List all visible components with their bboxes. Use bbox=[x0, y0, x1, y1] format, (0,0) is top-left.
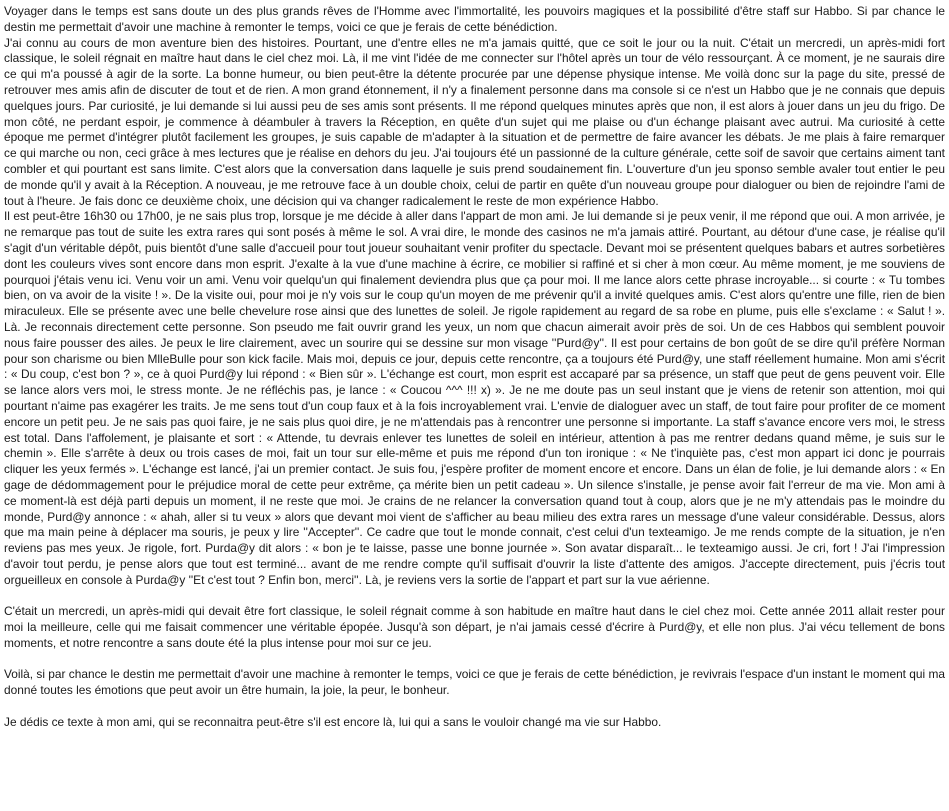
paragraph-intro: Voyager dans le temps est sans doute un des plus grands rêves de l'Homme avec l'immortalité, les pouvoirs magiques et la possibilité d'être staff sur Habbo. Si par chance le destin me permettait d'avoir une machine à remonter le temps, voici ce que je ferais de cette bénédiction. bbox=[4, 4, 945, 34]
paragraph-conclusion: Voilà, si par chance le destin me permettait d'avoir une machine à remonter le temps, voici ce que je ferais de cette bénédiction, je revivrais l'espace d'un instant le moment qui ma donné toutes les émotions que peut avoir un être humain, la joie, la peur, le bonheur. bbox=[4, 667, 945, 698]
paragraph-gap bbox=[4, 588, 945, 604]
paragraph-reflection: C'était un mercredi, un après-midi qui devait être fort classique, le soleil régnait comme à son habitude en maître haut dans le ciel chez moi. Cette année 2011 allait rester pour moi la meilleure, celle qui me faisait commencer une véritable épopée. Jusqu'à son départ, je n'ai jamais cessé d'écrire à Purd@y, et elle non plus. J'ai vécu tellement de bons moments, et notre rencontre a sans doute été la plus intense pour moi sur ce jeu. bbox=[4, 604, 945, 650]
paragraph-dedication: Je dédis ce texte à mon ami, qui se reconnaitra peut-être s'il est encore là, lui qui a sans le vouloir changé ma vie sur Habbo. bbox=[4, 714, 662, 729]
paragraph-gap bbox=[4, 699, 945, 715]
paragraph-story-meeting: Il est peut-être 16h30 ou 17h00, je ne sais plus trop, lorsque je me décide à aller dans l'appart de mon ami. Je lui demande si je peux venir, il me répond que oui. A mon arrivée, je ne remarque pas tout de suite les extra rares qui sont posés à même le sol. A vrai dire, le monde des casinos ne m'a jamais attiré. Pourtant, au détour d'une case, je réalise qu'il s'agit d'un véritable dépôt, puis bientôt d'une salle d'accueil pour tout joueur souhaitant venir profiter du spectacle. Devant moi se présentent quelques babars et autres sorbetières dont les couleurs vives sont encore dans mon esprit. J'exalte à la vue d'une machine à écrire, ce mobilier si raffiné et si cher à mon cœur. Au même moment, je me souviens de pourquoi j'étais venu ici. Venu voir un ami. Venu voir quelqu'un qui finalement deviendra plus que ça pour moi. Il me lance alors cette phrase incroyable... si courte : « Tu tombes bien, on va avoir de la visite ! ». De la visite oui, pour moi je n'y vois sur le coup qu'un moyen de me prévenir qu'il a invité quelques amis. C'est alors qu'entre une fille, rien de bien miraculeux. Elle se présente avec une belle chevelure rose ainsi que des lunettes de soleil. Je rigole rapidement au regard de sa robe en plume, puis elle s'exclame : « Salut ! ». Là. Je reconnais directement cette personne. Son pseudo me fait ouvrir grand les yeux, un nom que chacun aimerait avoir près de soi. Un de ces Habbos qui semblent pouvoir nous faire pousser des ailes. Je peux le lire clairement, avec un sourire qui se dessine sur mon visage ''Purd@y''. Il est pour certains de bon goût de se dire qu'il préfère Norman pour son charisme ou bien MlleBulle pour son kick facile. Mais moi, depuis ce jour, depuis cette rencontre, ça a toujours été Purd@y, une staff réellement humaine. Mon ami s'écrit : « Du coup, c'est bon ? », ce à quoi Purd@y lui répond : « Bien sûr ». L'échange est court, mon esprit est accaparé par sa présence, un staff que peut de gens peuvent voir. Elle se lance alors vers moi, le stress monte. Je ne réfléchis pas, je lance : « Coucou ^^^ !!! x) ». Je ne me doute pas un seul instant que je viens de retenir son attention, moi qui pourtant n'aime pas exagérer les traits. Je me sens tout d'un coup faux et à la fois incroyablement vrai. L'envie de dialoguer avec un staff, de tout faire pour profiter de ce moment encore un petit peu. Je ne sais pas quoi faire, je ne sais plus quoi dire, je ne m'attendais pas à rencontrer une personne si importante. La staff s'avance encore vers moi, le stress est total. Dans l'affolement, je plaisante et sort : « Attende, tu devrais enlever tes lunettes de soleil en intérieur, attention à pas me rentrer dedans quand même, je suis sur le chemin ». Elle s'arrête à deux ou trois cases de moi, fait un tour sur elle-même et puis me répond d'un ton ironique : « Ne t'inquiète pas, c'est mon appart ici donc je pourrais cliquer les yeux fermés ». L'échange est lancé, j'ai un premier contact. Je suis fou, j'espère profiter de moment encore et encore. Dans un élan de folie, je lui demande alors : « En gage de dédommagement pour le préjudice moral de cette peur extrême, ça mérite bien un petit cadeau ». Un silence s'installe, je pense avoir fait l'erreur de ma vie. Mon ami à ce moment-là est déjà parti depuis un moment, il ne reste que moi. Je crains de ne relancer la conversation quand tout à coup, alors que je ne m'y attendais pas le moindre du monde, Purd@y annonce : « ahah, aller si tu veux » alors que devant moi vient de s'afficher au beau milieu des extra rares un message d'une valeur considérable. Dessus, alors que ma main peine à déplacer ma souris, je peux y lire ''Accepter''. Ce cadre que tout le monde connait, c'est celui d'un texteamigo. Je me rends compte de la situation, je n'en reviens pas mes yeux. Je rigole, fort. Purda@y dit alors : « bon je te laisse, passe une bonne journée ». Son avatar disparaît... le texteamigo aussi. Je cri, fort ! J'ai l'impression d'avoir tout perdu, je pense alors que tout est terminé... avant de me rendre compte qu'il suffisait d'ouvrir la liste d'attente des amigos. J'accepte directement, puis j'écris tout orgueilleux en console à Purda@y ''Et c'est tout ? Enfin bon, merci''. Là, je reviens vers la sortie de l'appart et part sur la vue aérienne. bbox=[4, 209, 945, 587]
paragraph-story-beginning: J'ai connu au cours de mon aventure bien des histoires. Pourtant, une d'entre elles ne m'a jamais quitté, que ce soit le jour ou la nuit. C'était un mercredi, un après-midi fort classique, le soleil régnait en maître haut dans le ciel chez moi. Là, il me vint l'idée de me connecter sur l'hôtel après un tour de vélo ressourçant. À ce moment, je ne saurais dire ce qui m'a poussé à agir de la sorte. La bonne humeur, ou bien peut-être la détente procurée par une dépense physique intense. Me voilà donc sur la page du site, pressé de retrouver mes amis afin de discuter de tout et de rien. A mon grand étonnement, il n'y a finalement personne dans ma console si ce n'est un Habbo que je ne connais que depuis quelques jours. Par curiosité, je lui demande si lui aussi peu de ses amis sont présents. Il me répond quelques minutes après que non, il est alors à jouer dans un jeu du frigo. De mon côté, ne perdant espoir, je commence à déambuler à travers la Réception, en quête d'un sujet qui me plaise ou d'un échange plaisant avec autrui. Ma curiosité à cette époque me permet d'intégrer plutôt facilement les groupes, je suis capable de m'adapter à la situation et de permettre de faire avancer les débats. Je me plais à faire remarquer ce qui marche ou non, ceci grâce à mes lectures que je réalise en dehors du jeu. J'ai toujours été un passionné de la culture générale, cette soif de savoir que certains aiment tant combler et qui pourtant est sans limite. C'est alors que la conversation dans laquelle je suis prend soudainement fin. L'ouverture d'un jeu sponso semble avaler tout entier le peu de monde qu'il y avait à la Réception. A nouveau, je me retrouve face à un double choix, celui de partir en quête d'un nouveau groupe pour dialoguer ou bien de rejoindre l'ami de tout à l'heure. Je fais donc ce deuxième choix, une décision qui va changer radicalement le reste de mon expérience Habbo. bbox=[4, 35, 945, 208]
paragraph-gap bbox=[4, 652, 945, 668]
